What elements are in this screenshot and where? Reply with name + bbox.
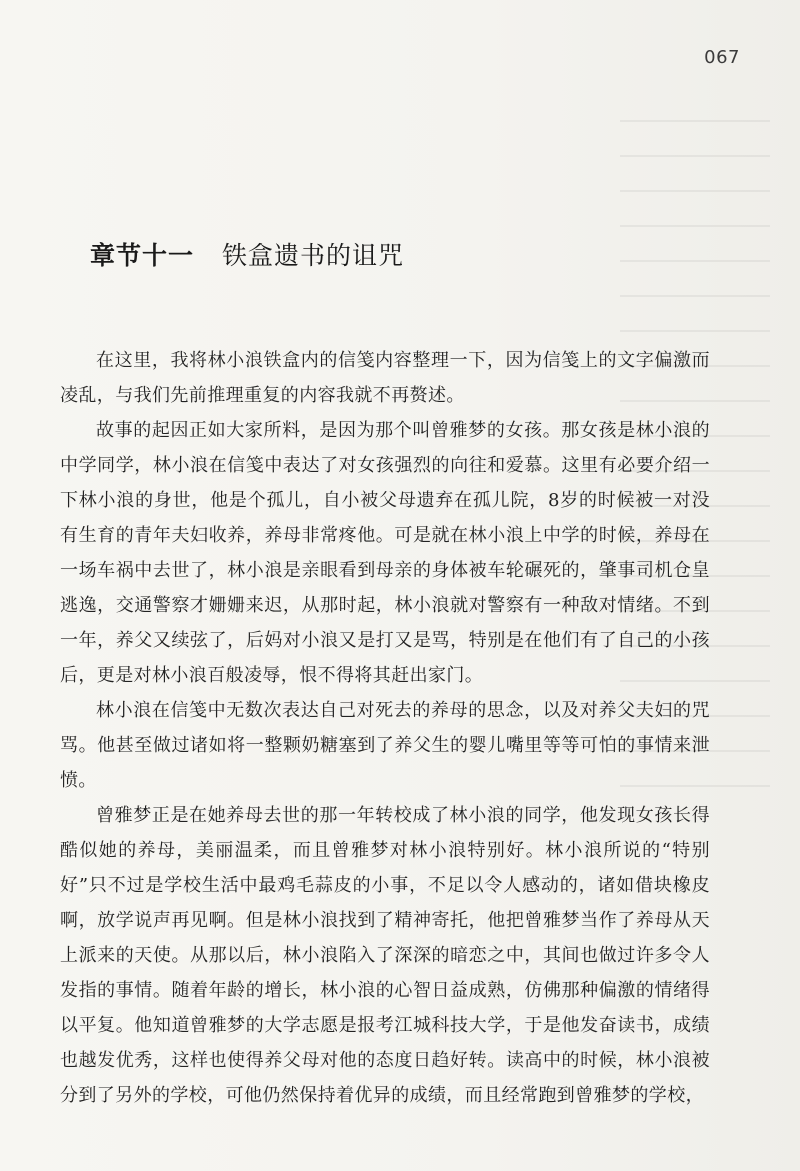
paragraph: 曾雅梦正是在她养母去世的那一年转校成了林小浪的同学，他发现女孩长得酷似她的养母，美丽温柔，而且曾雅梦对林小浪特别好。林小浪所说的“特别好”只不过是学校生活中最鸡毛蒜皮的小事，不足以令人感动的，诸如借块橡皮啊，放学说声再见啊。但是林小浪找到了精神寄托，他把曾雅梦当作了养母从天上派来的天使。从那以后，林小浪陷入了深深的暗恋之中，其间也做过许多令人发指的事情。随着年龄的增长，林小浪的心智日益成熟，仿佛那种偏激的情绪得以平复。他知道曾雅梦的大学志愿是报考江城科技大学，于是他发奋读书，成绩也越发优秀，这样也使得养父母对他的态度日趋好转。读高中的时候，林小浪被分到了另外的学校，可他仍然保持着优异的成绩，而且经常跑到曾雅梦的学校， bbox=[60, 805, 710, 1106]
paragraph: 林小浪在信笺中无数次表达自己对死去的养母的思念，以及对养父夫妇的咒骂。他甚至做过诸如将一整颗奶糖塞到了养父生的婴儿嘴里等等可怕的事情来泄愤。 bbox=[60, 700, 710, 791]
paragraph: 在这里，我将林小浪铁盒内的信笺内容整理一下，因为信笺上的文字偏激而凌乱，与我们先前推理重复的内容我就不再赘述。 bbox=[60, 350, 710, 406]
chapter-title: 铁盒遗书的诅咒 bbox=[222, 241, 405, 270]
chapter-label: 章节十一 bbox=[90, 241, 195, 270]
chapter-body bbox=[60, 343, 710, 1113]
chapter-heading bbox=[90, 236, 404, 276]
paragraph: 故事的起因正如大家所料，是因为那个叫曾雅梦的女孩。那女孩是林小浪的中学同学，林小浪在信笺中表达了对女孩强烈的向往和爱慕。这里有必要介绍一下林小浪的身世，他是个孤儿，自小被父母遗弃在孤儿院，8岁的时候被一对没有生育的青年夫妇收养，养母非常疼他。可是就在林小浪上中学的时候，养母在一场车祸中去世了，林小浪是亲眼看到母亲的身体被车轮碾死的，肇事司机仓皇逃逸，交通警察才姗姗来迟，从那时起，林小浪就对警察有一种敌对情绪。不到一年，养父又续弦了，后妈对小浪又是打又是骂，特别是在他们有了自己的小孩后，更是对林小浪百般凌辱，恨不得将其赶出家门。 bbox=[60, 420, 710, 686]
page-number: 067 bbox=[704, 47, 740, 68]
